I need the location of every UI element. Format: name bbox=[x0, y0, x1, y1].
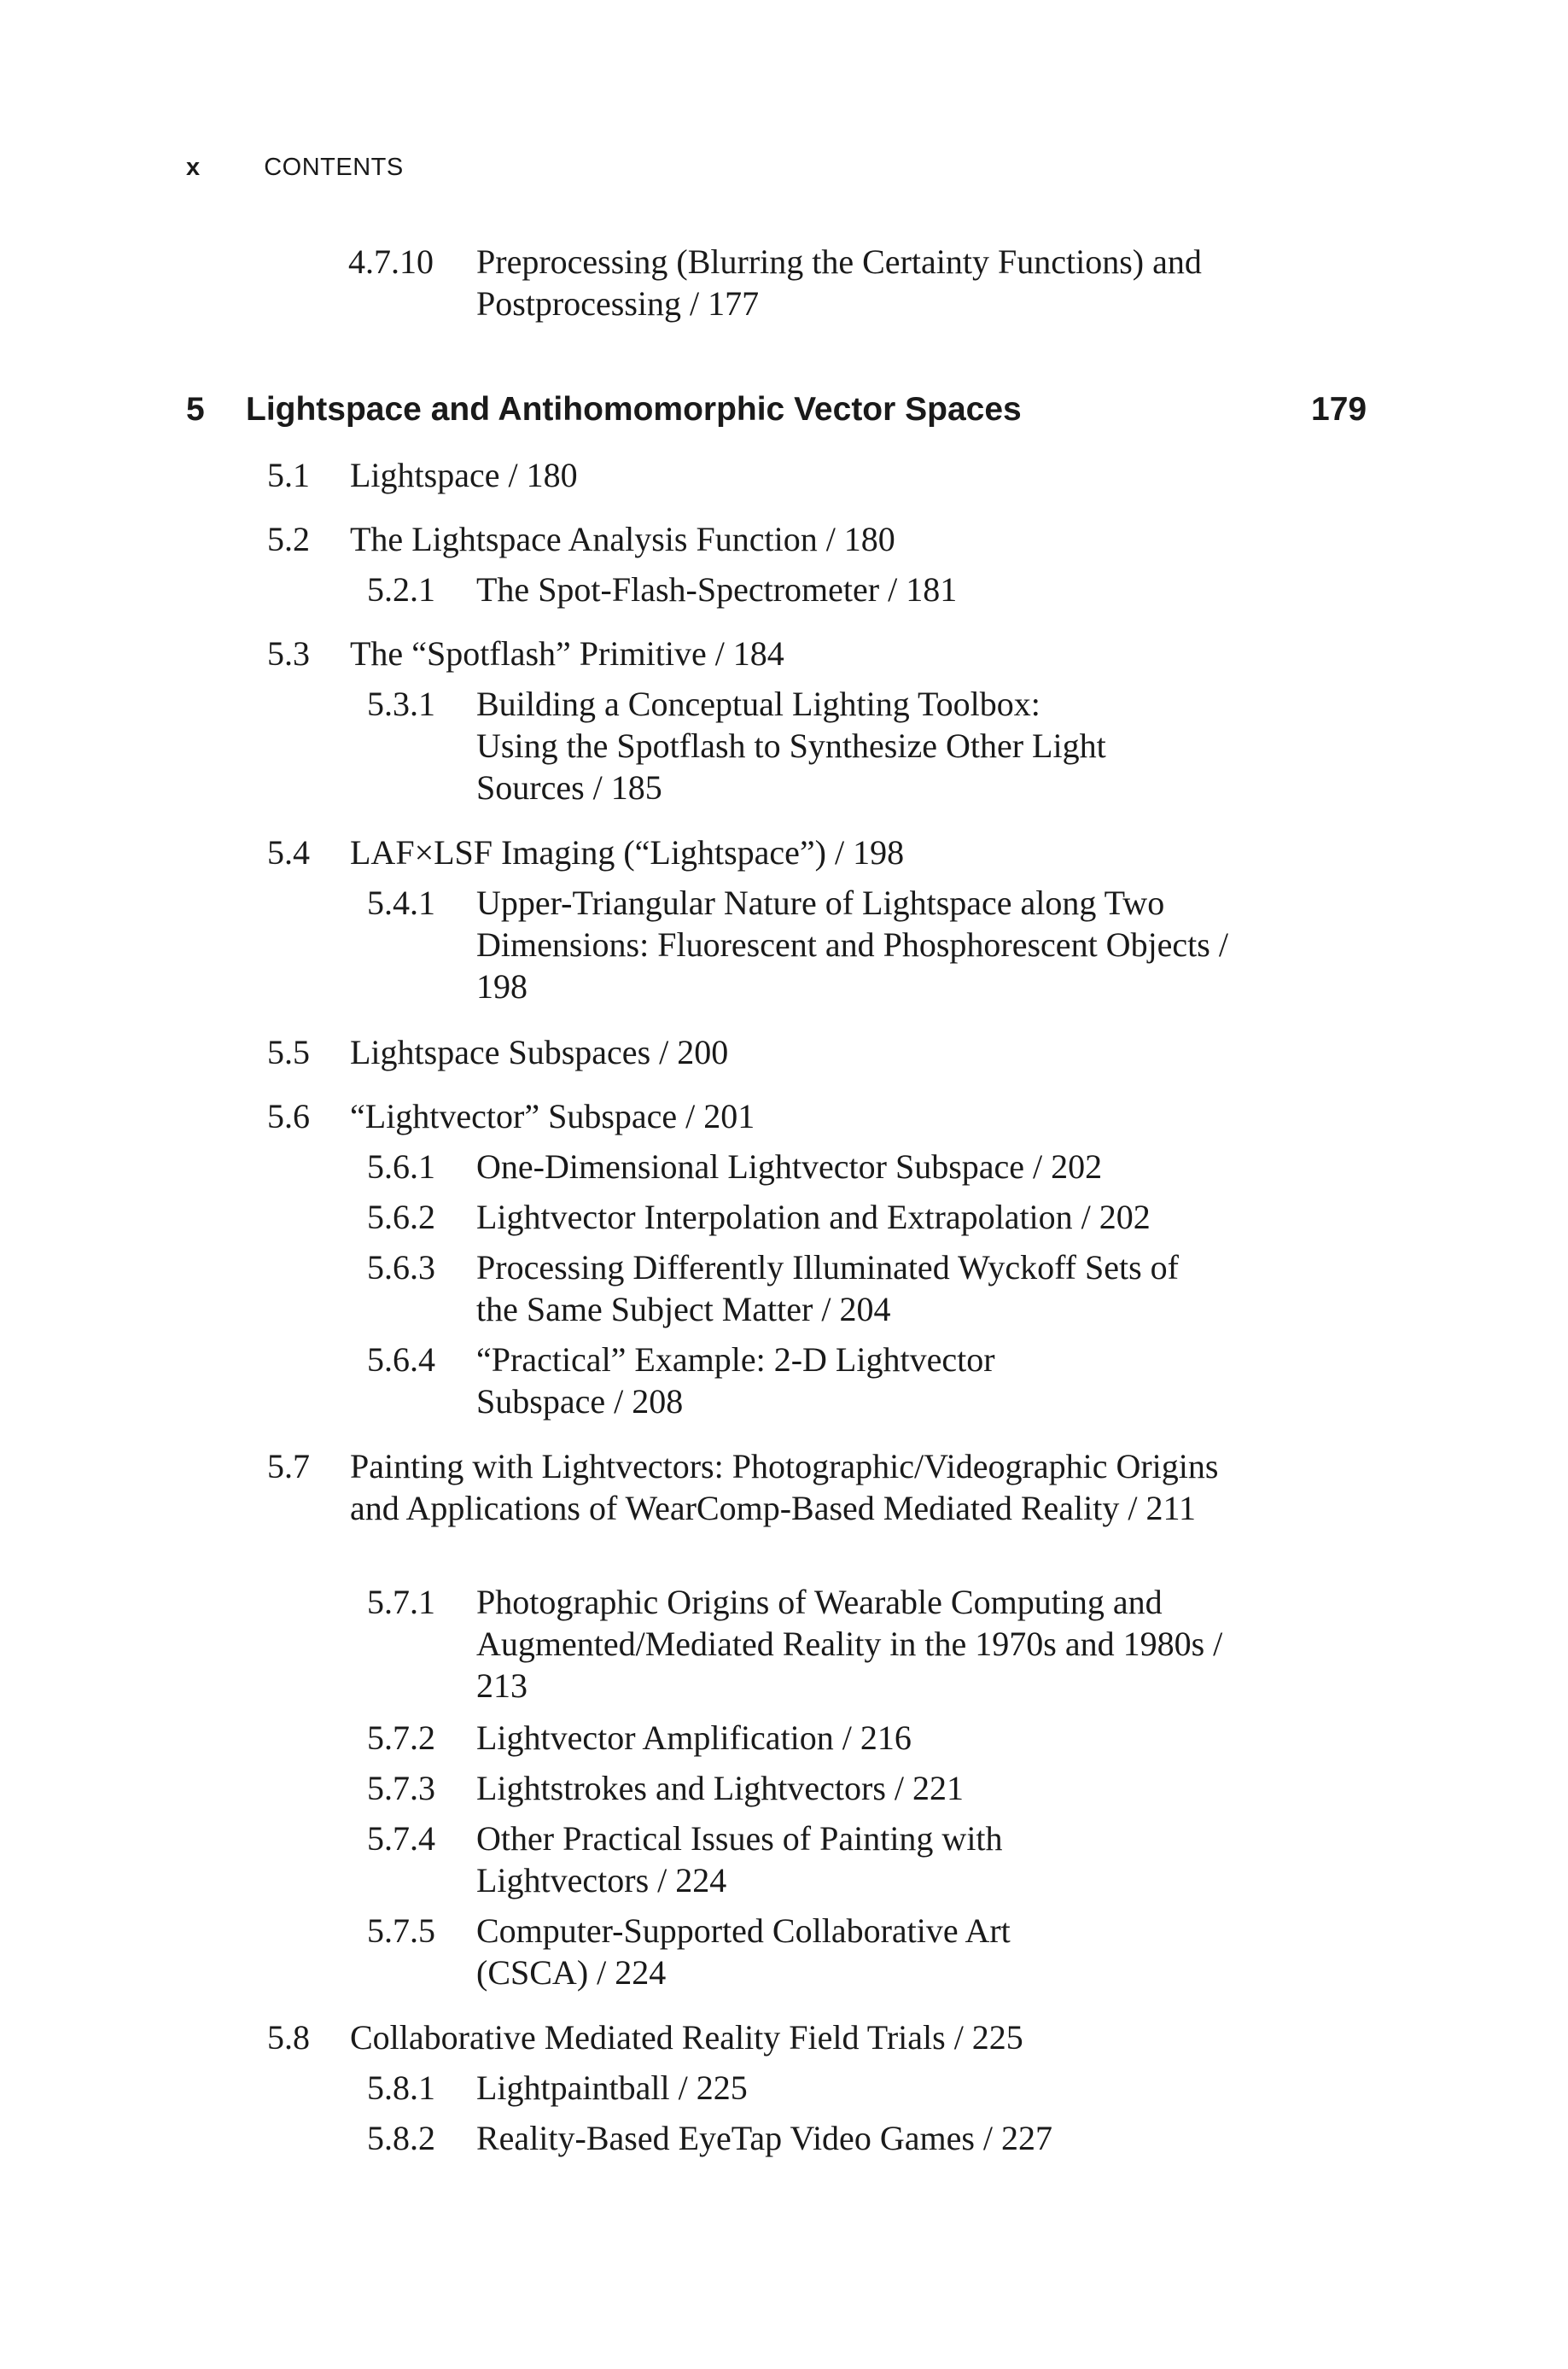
toc-entry-number: 5.4.1 bbox=[367, 884, 435, 922]
toc-entry-text: Lightvector Amplification / 216 bbox=[476, 1718, 912, 1757]
toc-entry-number: 5.6.1 bbox=[367, 1147, 435, 1186]
toc-entry-number: 5.6.3 bbox=[367, 1248, 435, 1287]
toc-entry-text: The “Spotflash” Primitive / 184 bbox=[350, 634, 784, 673]
toc-entry-number: 5.1 bbox=[267, 456, 310, 494]
toc-entry-text: The Spot-Flash-Spectrometer / 181 bbox=[476, 570, 958, 609]
toc-entry-number: 5.2.1 bbox=[367, 570, 435, 609]
page-folio: x bbox=[186, 154, 201, 181]
chapter-title: Lightspace and Antihomomorphic Vector Spaces bbox=[246, 391, 1022, 428]
toc-entry-number: 4.7.10 bbox=[348, 242, 434, 281]
toc-entry-number: 5.5 bbox=[267, 1033, 310, 1071]
toc-entry-number: 5.7.5 bbox=[367, 1911, 435, 1950]
toc-entry-number: 5.7.2 bbox=[367, 1718, 435, 1757]
toc-entry-number: 5.4 bbox=[267, 833, 310, 872]
toc-entry-number: 5.7.4 bbox=[367, 1819, 435, 1858]
toc-entry-text: Reality-Based EyeTap Video Games / 227 bbox=[476, 2119, 1052, 2157]
toc-entry-text: Building a Conceptual Lighting Toolbox: Using the Spotflash to Synthesize Other Light Sources / 185 bbox=[476, 685, 1106, 807]
toc-entry-number: 5.7.1 bbox=[367, 1583, 435, 1621]
toc-entry-number: 5.6.4 bbox=[367, 1340, 435, 1379]
toc-entry-text: Collaborative Mediated Reality Field Trials / 225 bbox=[350, 2018, 1023, 2057]
toc-entry-number: 5.3.1 bbox=[367, 685, 435, 723]
toc-entry-text: “Lightvector” Subspace / 201 bbox=[350, 1097, 755, 1135]
toc-entry-text: Processing Differently Illuminated Wyckoff Sets of the Same Subject Matter / 204 bbox=[476, 1248, 1179, 1328]
toc-entry-text: Lightpaintball / 225 bbox=[476, 2068, 748, 2107]
running-head bbox=[186, 154, 404, 182]
running-head-title: CONTENTS bbox=[264, 154, 404, 181]
toc-entry-number: 5.2 bbox=[267, 520, 310, 558]
toc-entry-text: One-Dimensional Lightvector Subspace / 202 bbox=[476, 1147, 1103, 1186]
toc-entry-number: 5.8 bbox=[267, 2018, 310, 2057]
toc-entry-number: 5.7 bbox=[267, 1447, 310, 1485]
toc-entry-text: Lightspace Subspaces / 200 bbox=[350, 1033, 729, 1071]
toc-entry-text: Lightstrokes and Lightvectors / 221 bbox=[476, 1769, 965, 1807]
toc-entry-text: Other Practical Issues of Painting with Lightvectors / 224 bbox=[476, 1819, 1003, 1899]
toc-entry-text: Painting with Lightvectors: Photographic/Videographic Origins and Applications of WearComp-Based Mediated Reality / 211 bbox=[350, 1447, 1219, 1527]
toc-entry-number: 5.8.2 bbox=[367, 2119, 435, 2157]
chapter-page: 179 bbox=[1311, 391, 1367, 428]
toc-entry-text: Photographic Origins of Wearable Computing and Augmented/Mediated Reality in the 1970s and 1980s / 213 bbox=[476, 1583, 1223, 1705]
toc-entry-number: 5.6 bbox=[267, 1097, 310, 1135]
toc-entry-number: 5.8.1 bbox=[367, 2068, 435, 2107]
toc-entry-text: Preprocessing (Blurring the Certainty Functions) and Postprocessing / 177 bbox=[476, 242, 1202, 323]
chapter-number: 5 bbox=[186, 391, 205, 428]
toc-entry-text: Lightvector Interpolation and Extrapolation / 202 bbox=[476, 1198, 1151, 1236]
toc-entry-text: LAF×LSF Imaging (“Lightspace”) / 198 bbox=[350, 833, 905, 872]
toc-entry-text: The Lightspace Analysis Function / 180 bbox=[350, 520, 895, 558]
toc-entry-text: Upper-Triangular Nature of Lightspace along Two Dimensions: Fluorescent and Phosphorescent Objects / 198 bbox=[476, 884, 1228, 1006]
toc-entry-number: 5.6.2 bbox=[367, 1198, 435, 1236]
toc-entry-text: “Practical” Example: 2-D Lightvector Subspace / 208 bbox=[476, 1340, 995, 1421]
toc-entry-number: 5.7.3 bbox=[367, 1769, 435, 1807]
toc-entry-number: 5.3 bbox=[267, 634, 310, 673]
toc-entry-text: Computer-Supported Collaborative Art (CSCA) / 224 bbox=[476, 1911, 1011, 1992]
toc-entry-text: Lightspace / 180 bbox=[350, 456, 578, 494]
